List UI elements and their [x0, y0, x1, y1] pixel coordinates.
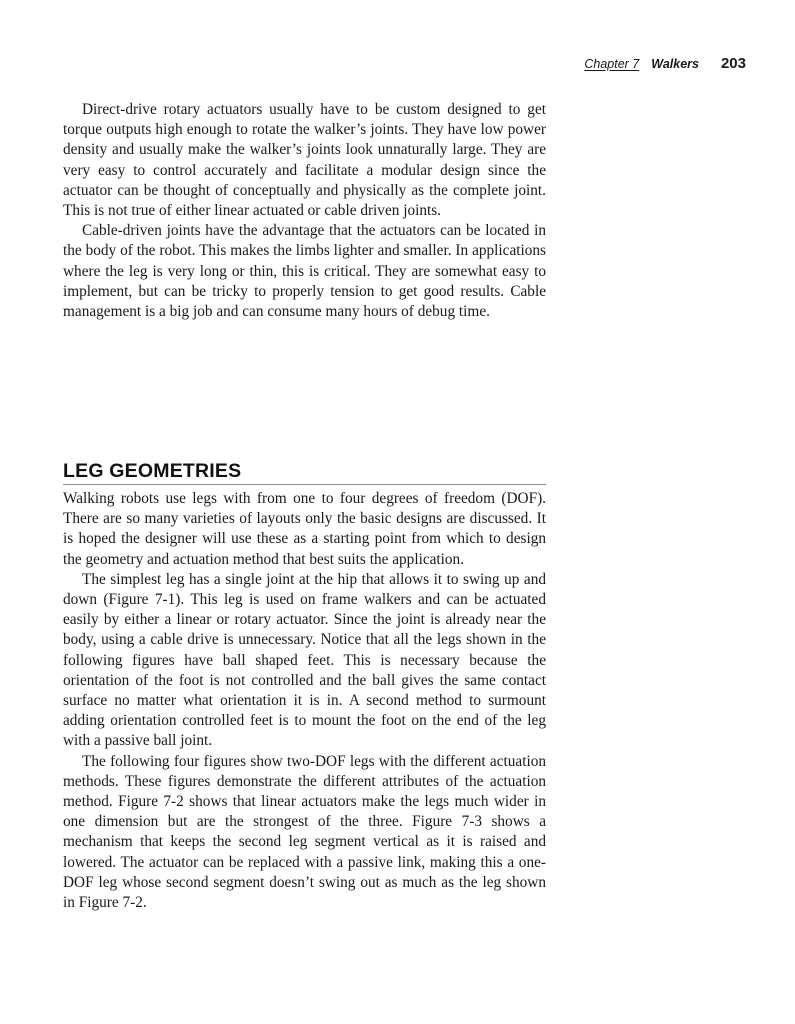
section-label: Walkers: [651, 57, 699, 71]
chapter-label: Chapter 7: [584, 57, 640, 71]
page-number: 203: [720, 55, 746, 72]
text-block-bottom: [63, 489, 546, 913]
paragraph-two-dof-legs: The following four figures show two-DOF legs with the different actuation methods. These figures demonstrate the different attributes of the actuation method. Figure 7-2 shows that linear actuators make the legs much wider in one dimension but are the strongest of the three. Figure 7-3 shows a mechanism that keeps the second leg segment vertical as it is raised and lowered. The actuator can be replaced with a passive link, making this a one-DOF leg whose second segment doesn’t swing out as much as the leg shown in Figure 7-2.: [63, 752, 546, 912]
section-heading: LEG GEOMETRIES: [63, 459, 546, 485]
paragraph-simplest-leg: The simplest leg has a single joint at the hip that allows it to swing up and down (Figure 7-1). This leg is used on frame walkers and can be actuated easily by either a linear or rotary actuator. Since the joint is already near the body, using a cable drive is unnecessary. Notice that all the legs shown in the following figures have ball shaped feet. This is necessary because the orientation of the foot is not controlled and the ball gives the same contact surface no matter what orientation it is in. A second method to surmount adding orientation controlled feet is to mount the foot on the end of the leg with a passive ball joint.: [63, 570, 546, 750]
text-block-top: [63, 100, 546, 322]
running-head: [584, 55, 746, 73]
paragraph-direct-drive: Direct-drive rotary actuators usually have to be custom designed to get torque outputs high enough to rotate the walker’s joints. They have low power density and usually make the walker’s joints look unnaturally large. They are very easy to control accurately and facilitate a modular design since the actuator can be thought of conceptually and physically as the complete joint. This is not true of either linear actuated or cable driven joints.: [63, 101, 546, 220]
paragraph-cable-driven: Cable-driven joints have the advantage that the actuators can be located in the body of the robot. This makes the limbs lighter and smaller. In applications where the leg is very long or thin, this is critical. They are somewhat easy to implement, but can be tricky to properly tension to get good results. Cable management is a big job and can consume many hours of debug time.: [63, 222, 546, 321]
paragraph-dof-intro: Walking robots use legs with from one to four degrees of freedom (DOF). There are so many varieties of layouts only the basic designs are discussed. It is hoped the designer will use these as a starting point from which to design the geometry and actuation method that best suits the application.: [63, 490, 546, 568]
